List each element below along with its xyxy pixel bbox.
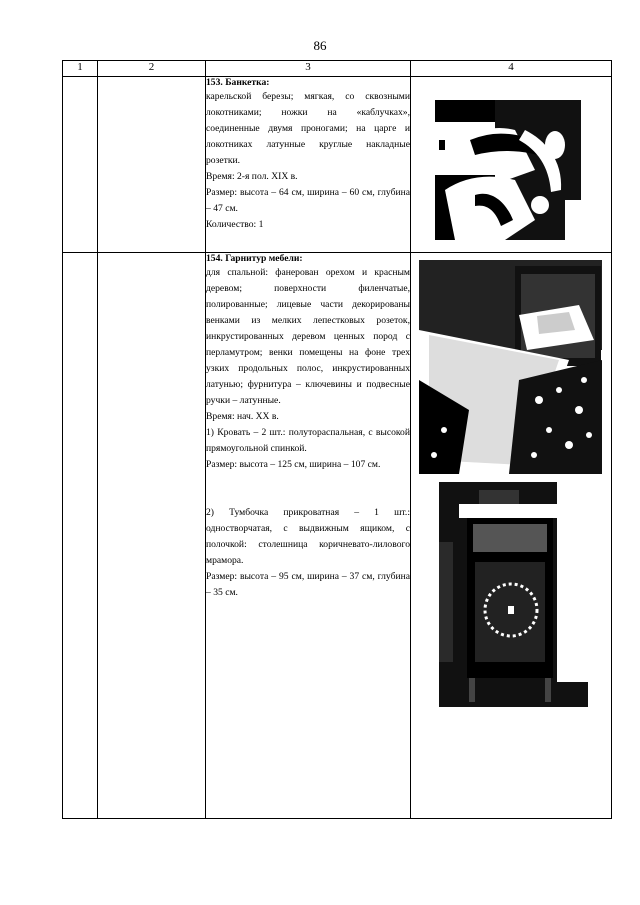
item-quantity: Количество: 1 — [206, 219, 264, 230]
row-col-1 — [63, 77, 98, 253]
item-title: 154. Гарнитур мебели: — [206, 253, 303, 264]
item-part-2-size: Размер: высота – 95 см, ширина – 37 см, глубина – 35 см. — [206, 571, 410, 598]
header-col-1: 1 — [63, 61, 98, 77]
item-text: карельской березы; мягкая, со сквозными локотниками; ножки на «каблучках», соединенные двумя проногами; на царге и локотниках латунные круглые накладные розетки. — [206, 91, 410, 166]
page-number: 86 — [313, 38, 327, 53]
header-row — [63, 61, 612, 77]
banquette-photo — [435, 100, 581, 240]
photo-cell — [411, 253, 612, 819]
header-col-3: 3 — [206, 61, 411, 77]
row-col-2 — [98, 77, 206, 253]
item-part-2: 2) Тумбочка прикроватная – 1 шт.: одностворчатая, с выдвижным ящиком, с полочкой: столешница коричневато-лилового мрамора. — [206, 507, 410, 566]
photo-cell — [411, 77, 612, 253]
row-col-2 — [98, 253, 206, 819]
item-size: Размер: высота – 64 см, ширина – 60 см, глубина – 47 см. — [206, 187, 410, 214]
table-row — [63, 253, 612, 819]
item-date: Время: нач. XX в. — [206, 411, 279, 422]
inventory-table — [62, 60, 612, 819]
table-row — [63, 77, 612, 253]
item-title: 153. Банкетка: — [206, 77, 270, 88]
item-text: для спальной: фанерован орехом и красным деревом; поверхности филенчатые, полированные; лицевые части декорированы венками из мелких лепестковых розеток, инкрустированных деревом ценных пород с перламутром; венки помещены на фоне трех узких продольных полос, инкрустированных латунью; фурнитура – ключевины и подвесные ручки – латунные. — [206, 267, 410, 406]
header-col-2: 2 — [98, 61, 206, 77]
header-col-4: 4 — [411, 61, 612, 77]
row-col-1 — [63, 253, 98, 819]
item-part-1-size: Размер: высота – 125 см, ширина – 107 см. — [206, 459, 381, 470]
item-description — [206, 253, 411, 819]
bed-photo — [419, 260, 602, 474]
item-description — [206, 77, 411, 253]
item-date: Время: 2-я пол. XIX в. — [206, 171, 298, 182]
nightstand-photo — [439, 482, 588, 707]
item-part-1: 1) Кровать – 2 шт.: полуторaспальная, с высокой прямоугольной спинкой. — [206, 427, 410, 454]
